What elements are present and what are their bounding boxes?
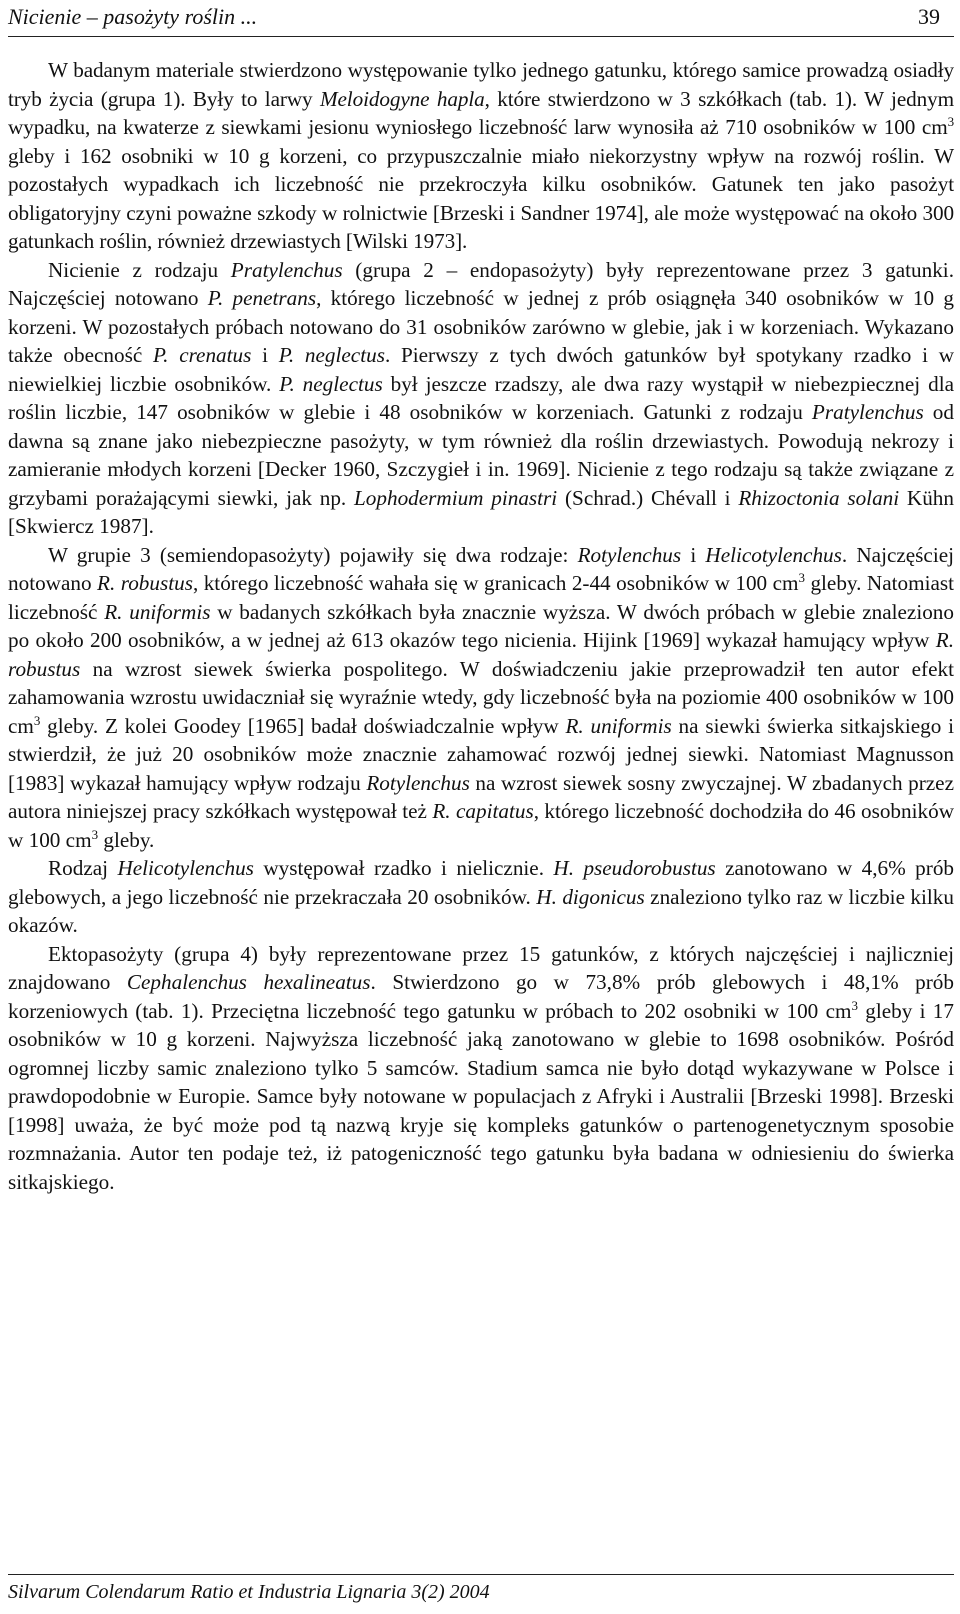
text-run: od dawna są znane jako niebezpieczne pasożyty, w tym również dla roślin drzewiastych. Powodują nekrozy i zamieranie młodych korzeni [Decker 1960, Szczygieł i in. 1969]. Nicienie z tego rodzaju są także związane z grzybami porażającymi siewki, jak np. xyxy=(8,400,954,510)
text-run: , które stwierdzono w 3 szkółkach (tab. 1). W jednym wypadku, na kwaterze z siewkami jesionu wyniosłego liczebność larw wynosiła aż 710 osobników w 100 cm xyxy=(8,86,954,139)
species-name: H. digonicus xyxy=(536,884,645,909)
species-name: Helicotylenchus xyxy=(705,542,842,567)
text-run: (Schrad.) Chévall i xyxy=(557,485,739,510)
text-run: znaleziono tylko raz w liczbie kilku okazów. xyxy=(8,884,954,937)
species-name: P. neglectus xyxy=(279,371,383,396)
species-name: R. uniformis xyxy=(565,713,672,738)
text-run: i xyxy=(251,343,279,367)
species-name: Rhizoctonia solani xyxy=(738,485,900,510)
text-run: . Stwierdzono go w 73,8% prób glebowych i 48,1% prób korzeniowych (tab. 1). Przeciętna liczebność tego gatunku w próbach to 202 osobniki w 100 cm xyxy=(8,970,954,1023)
text-run: Nicienie z rodzaju xyxy=(48,257,231,282)
species-name: R. uniformis xyxy=(104,599,211,624)
page-number: 39 xyxy=(918,4,940,29)
species-name: R. capitatus xyxy=(432,799,534,823)
text-run: na siewki świerka sitkajskiego i stwierdził, że już 20 osobników może znacznie zahamować rozwój jednej siewki. Natomiast Magnusson [1983] wykazał hamujący wpływ rodzaju xyxy=(8,713,954,795)
species-name: Pratylenchus xyxy=(811,400,924,424)
species-name: Meloidogyne hapla xyxy=(319,86,485,111)
species-name: P. penetrans xyxy=(207,286,317,310)
running-title: Nicienie – pasożyty roślin ... xyxy=(8,4,258,29)
paragraph xyxy=(8,940,954,1197)
text-run: był jeszcze rzadszy, ale dwa razy wystąpił w niebezpiecznej dla roślin liczbie, 147 osobników w glebie i 48 osobników w korzeniach. Gatunki z rodzaju xyxy=(8,371,954,424)
species-name: Rotylenchus xyxy=(577,542,682,567)
journal-citation: Silvarum Colendarum Ratio et Industria Lignaria 3(2) 2004 xyxy=(8,1581,490,1603)
text-run: (grupa 2 – endopasożyty) były reprezentowane przez 3 gatunki. Najczęściej notowano xyxy=(8,257,954,310)
text-run: gleby. xyxy=(98,827,155,852)
paragraph xyxy=(8,541,954,855)
text-run: Ektopasożyty (grupa 4) były reprezentowane przez 15 gatunków, z których najczęściej i najliczniej znajdowano xyxy=(8,941,954,994)
text-run: W grupie 3 (semiendopasożyty) pojawiły się dwa rodzaje: xyxy=(48,542,578,567)
page-header xyxy=(8,2,954,37)
text-run: Rodzaj xyxy=(48,856,118,880)
text-run: na wzrost siewek sosny zwyczajnej. W zbadanych przez autora niniejszej pracy szkółkach występował też xyxy=(8,770,954,823)
species-name: Lophodermium pinastri xyxy=(354,485,558,510)
paragraph xyxy=(8,256,954,541)
text-run: , którego liczebność wahała się w granicach 2-44 osobników w 100 cm xyxy=(192,571,799,595)
species-name: H. pseudorobustus xyxy=(553,856,716,880)
text-run: zanotowano w 4,6% prób glebowych, a jego liczebność nie przekraczała 20 osobników. xyxy=(8,856,955,909)
text-run: , którego liczebność w jednej z prób osiągnęła 340 osobników w 10 g korzeni. W pozostałych próbach notowano do 31 osobników zarówno w glebie, jak i w korzeniach. Wykazano także obecność xyxy=(8,286,954,367)
superscript: 3 xyxy=(91,826,99,842)
species-name: P. neglectus xyxy=(278,343,385,367)
species-name: R. robustus xyxy=(97,571,193,595)
species-name: R. robustus xyxy=(8,628,954,681)
text-run: . Pierwszy z tych dwóch gatunków był spotykany rzadko i w niewielkiej liczbie osobników. xyxy=(8,343,954,396)
species-name: Helicotylenchus xyxy=(117,856,254,880)
text-run: na wzrost siewek świerka pospolitego. W doświadczeniu jakie przeprowadził ten autor efekt zahamowania wzrostu uwidaczniał się wyraźnie wtedy, gdy liczebność była na poziomie 400 osobników w 100 cm xyxy=(8,656,954,738)
species-name: Pratylenchus xyxy=(230,257,343,282)
paragraph xyxy=(8,854,954,940)
text-run: w badanych szkółkach była znacznie wyższa. W dwóch próbach w glebie znaleziono po około 200 osobników, a w jednej aż 613 okazów tego nicienia. Hijink [1969] wykazał hamujący wpływ xyxy=(8,599,954,652)
text-run: gleby. Natomiast liczebność xyxy=(8,571,954,624)
text-run: gleby. Z kolei Goodey [1965] badał doświadczalnie wpływ xyxy=(40,713,566,738)
species-name: Rotylenchus xyxy=(366,770,470,795)
superscript: 3 xyxy=(33,712,41,728)
species-name: Cephalenchus hexalineatus xyxy=(126,970,371,994)
text-run: występował rzadko i nielicznie. xyxy=(253,856,554,880)
text-run: gleby i 17 osobników w 10 g korzeni. Najwyższa liczebność jaką zanotowano w glebie to 1698 osobników. Pośród ogromnej liczby samic znaleziono tylko 5 samców. Stadium samca nie było dotąd wykazywane w Polsce i prawdopodobnie w Europie. Samce były notowane w populacjach z Afryki i Australii [Brzeski 1998]. Brzeski [1998] uważa, że być może pod tą nazwą kryje się kompleks gatunków o partenogenetycznym sposobie rozmnażania. Autor ten podaje też, iż patogeniczność tego gatunku była badana w odniesieniu do świerka sitkajskiego. xyxy=(8,998,954,1194)
paragraph xyxy=(8,56,954,256)
superscript: 3 xyxy=(947,114,954,129)
text-run: Kühn [Skwiercz 1987]. xyxy=(8,485,954,538)
text-run: . Najczęściej notowano xyxy=(8,542,954,595)
text-run: gleby i 162 osobniki w 10 g korzeni, co przypuszczalnie miało niekorzystny wpływ na rozwój roślin. W pozostałych wypadkach ich liczebność nie przekroczyła kilku osobników. Gatunek ten jako pasożyt obligatoryjny czyni poważne szkody w rolnictwie [Brzeski i Sandner 1974], ale może występować na około 300 gatunkach roślin, również drzewiastych [Wilski 1973]. xyxy=(8,143,954,253)
page-footer xyxy=(8,1574,954,1604)
species-name: P. crenatus xyxy=(152,343,252,367)
superscript: 3 xyxy=(798,570,805,585)
article-body xyxy=(8,56,954,1196)
text-run: W badanym materiale stwierdzono występowanie tylko jednego gatunku, którego samice prowadzą osiadły tryb życia (grupa 1). Były to larwy xyxy=(8,58,954,111)
superscript: 3 xyxy=(851,997,858,1013)
text-run: , którego liczebność dochodziła do 46 osobników w 100 cm xyxy=(8,799,954,852)
text-run: i xyxy=(681,542,706,567)
